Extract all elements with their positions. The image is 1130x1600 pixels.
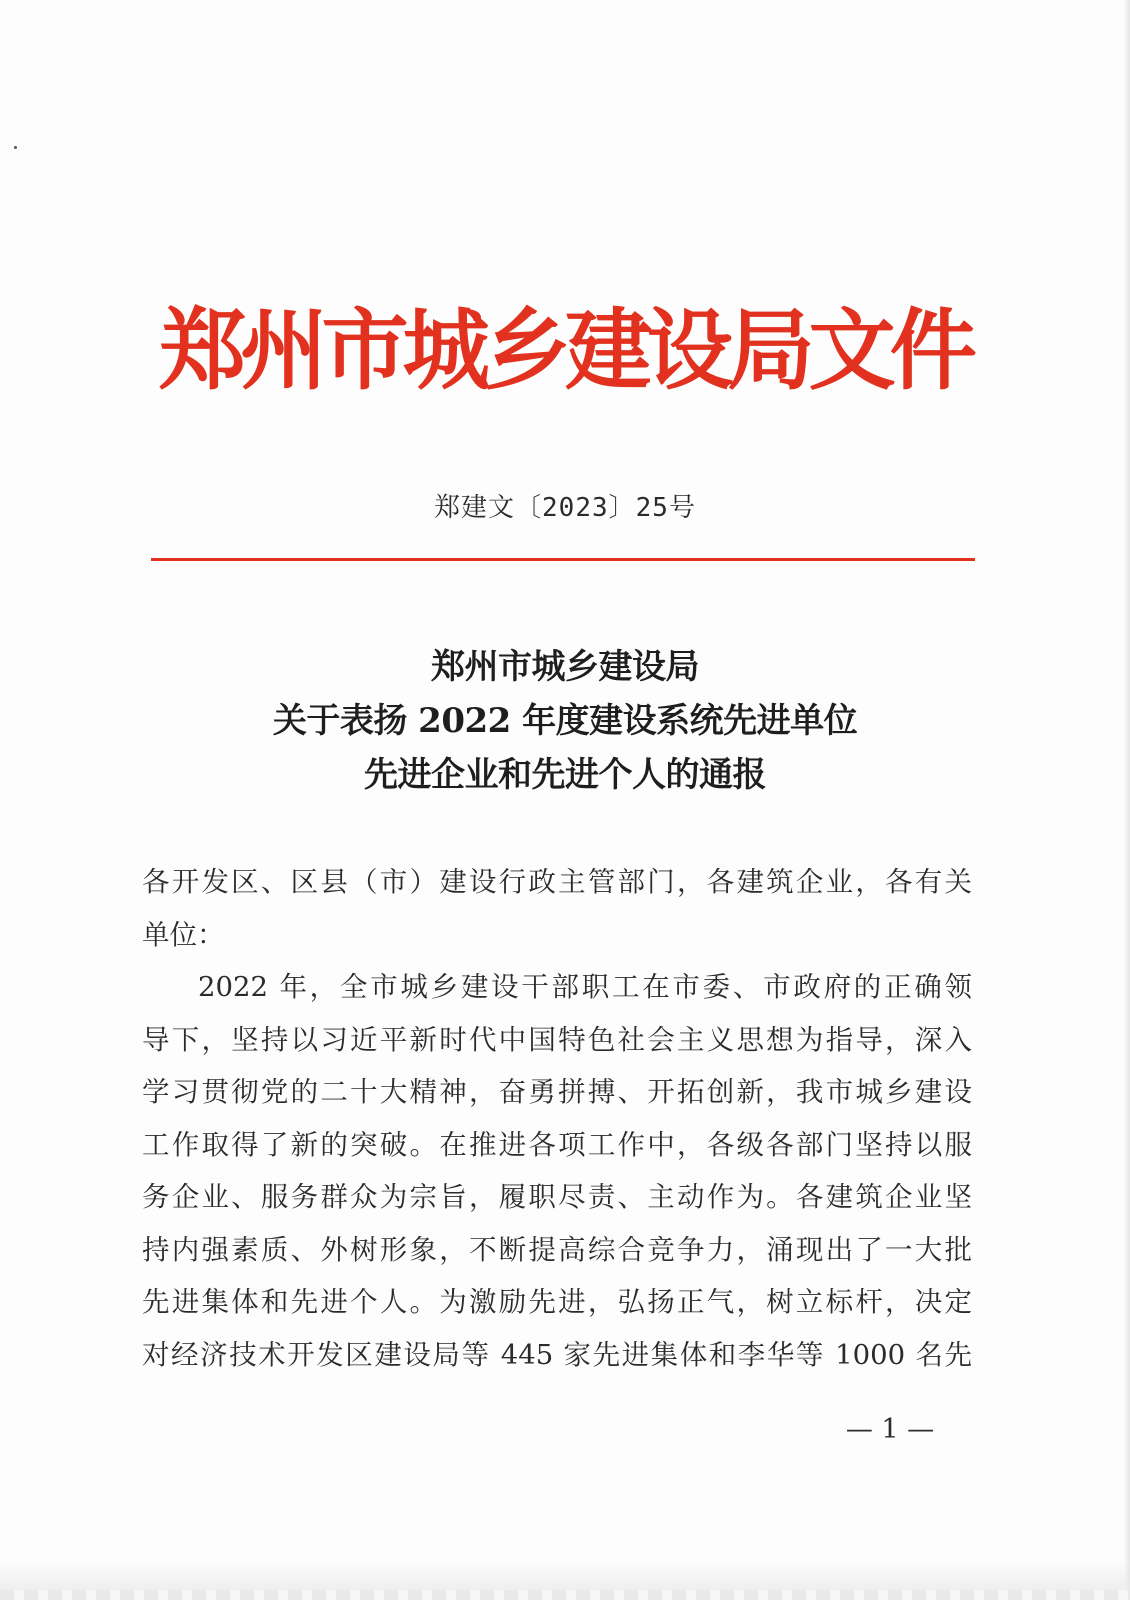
title-line: 先进企业和先进个人的通报 xyxy=(364,755,766,795)
paragraph-line: 务企业、服务群众为宗旨，履职尽责、主动作为。各建筑企业坚 xyxy=(142,1181,972,1213)
scan-speck xyxy=(14,146,17,149)
notice-title xyxy=(150,640,980,802)
paragraph-line: 2022 年，全市城乡建设干部职工在市委、市政府的正确领 xyxy=(198,971,972,1003)
paragraph-line: 先进集体和先进个人。为激励先进，弘扬正气，树立标杆，决定 xyxy=(142,1286,972,1318)
title-line: 关于表扬 2022 年度建设系统先进单位 xyxy=(272,701,858,741)
scan-edge-shadow xyxy=(1124,0,1130,1600)
paragraph-line: 学习贯彻党的二十大精神，奋勇拼搏、开拓创新，我市城乡建设 xyxy=(142,1076,972,1108)
addressee-line: 各开发区、区县（市）建设行政主管部门，各建筑企业，各有关 xyxy=(142,866,972,898)
page-number: — 1 — xyxy=(845,1414,935,1445)
paragraph-line: 工作取得了新的突破。在推进各项工作中，各级各部门坚持以服 xyxy=(142,1128,972,1161)
paragraph-line: 导下，坚持以习近平新时代中国特色社会主义思想为指导，深入 xyxy=(142,1023,972,1056)
document-number: 郑建文〔2023〕25号 xyxy=(434,493,696,523)
addressee-line: 单位： xyxy=(142,918,225,951)
paragraph-line: 对经济技术开发区建设局等 445 家先进集体和李华等 1000 名先 xyxy=(142,1338,972,1371)
red-separator-line xyxy=(151,558,975,561)
scan-bottom-strip xyxy=(0,1590,1130,1600)
title-line: 郑州市城乡建设局 xyxy=(431,647,699,687)
paragraph-line: 持内强素质、外树形象，不断提高综合竞争力，涌现出了一大批 xyxy=(142,1233,972,1266)
body-text xyxy=(142,856,972,1381)
agency-header-title: 郑州市城乡建设局文件 xyxy=(159,298,971,402)
